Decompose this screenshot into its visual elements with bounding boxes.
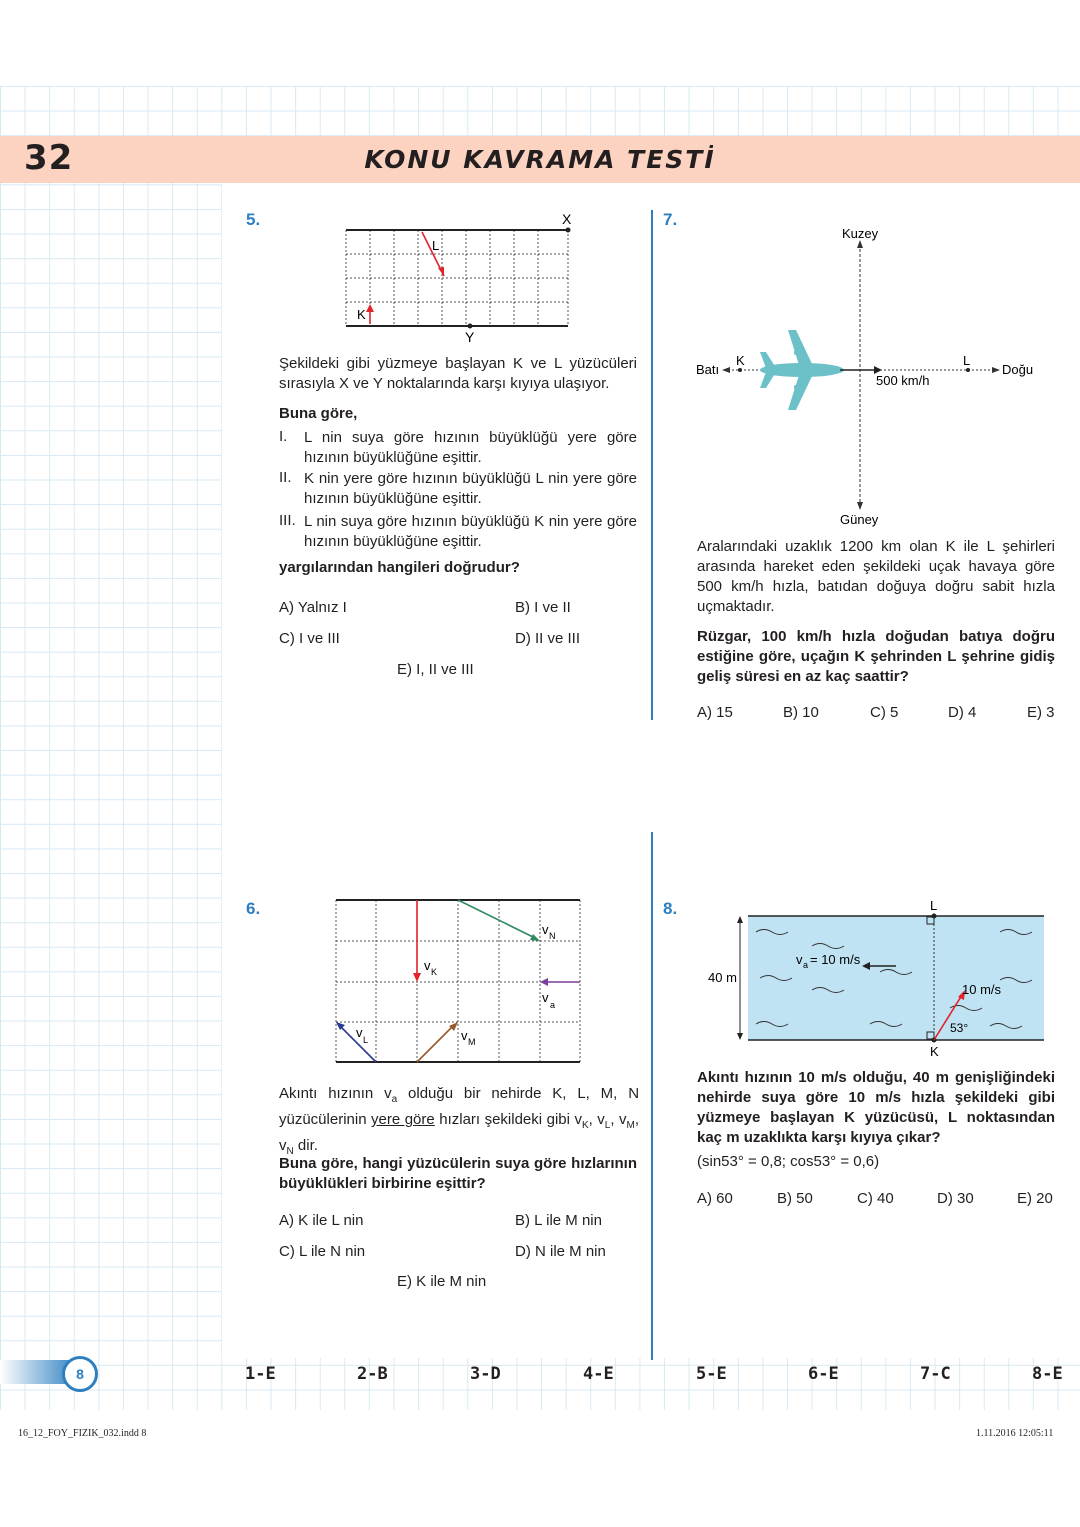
- q7-question: Rüzgar, 100 km/h hızla doğudan batıya doğru estiğine göre, uçağın K şehrinden L şehrine gidiş geliş süresi en az kaç saattir?: [697, 628, 1055, 685]
- q5-option-b[interactable]: B) I ve II: [515, 599, 571, 616]
- q5-item-3-num: III.: [279, 512, 296, 529]
- bottom-margin: [0, 1410, 1080, 1527]
- q5-item-1-num: I.: [279, 428, 288, 445]
- svg-text:a: a: [803, 960, 809, 970]
- q8-label-speed: 10 m/s: [962, 982, 1002, 997]
- q7-label-west: Batı: [696, 362, 720, 377]
- svg-text:L: L: [363, 1035, 369, 1045]
- q6-vector-n: [458, 900, 535, 938]
- top-margin: [0, 0, 1080, 86]
- page-badge: 8: [62, 1356, 98, 1392]
- column-divider-top: [651, 210, 653, 720]
- q5-item-3: L nin suya göre hızının büyüklüğü K nin yere göre hızının büyüklüğüne eşittir.: [304, 513, 637, 550]
- svg-text:= 10 m/s: = 10 m/s: [810, 952, 861, 967]
- answer-2: 2-B: [357, 1364, 388, 1384]
- q8-option-d[interactable]: D) 30: [937, 1190, 974, 1207]
- q6-question: Buna göre, hangi yüzücülerin suya göre hızlarının büyüklükleri birbirine eşittir?: [279, 1155, 637, 1192]
- q5-item-2: K nin yere göre hızının büyüklüğü L nin yere göre hızının büyüklüğüne eşittir.: [304, 470, 637, 507]
- q5-option-d[interactable]: D) II ve III: [515, 630, 581, 647]
- answer-5: 5-E: [696, 1364, 727, 1384]
- q7-stem: Aralarındaki uzaklık 1200 km olan K ile L şehirleri arasında hareket eden şekildeki uçak havaya göre 500 km/h hızla, batıdan doğuya doğru sabit hızla uçmaktadır.: [697, 538, 1055, 615]
- q7-option-a[interactable]: A) 15: [697, 704, 733, 721]
- q5-label-l: L: [432, 238, 440, 253]
- q5-label-y: Y: [465, 329, 475, 345]
- answer-7: 7-C: [920, 1364, 951, 1384]
- q5-option-e[interactable]: E) I, II ve III: [397, 661, 474, 678]
- q5-option-a[interactable]: A) Yalnız I: [279, 599, 347, 616]
- q6-stem-va: $v_a$: [384, 1085, 398, 1105]
- airplane-icon: [760, 330, 844, 410]
- q8-label-angle: 53°: [950, 1021, 969, 1035]
- q7-label-east: Doğu: [1002, 362, 1034, 377]
- page-header: [0, 136, 1080, 183]
- q6-option-d[interactable]: D) N ile M nin: [515, 1243, 606, 1260]
- q8-option-a[interactable]: A) 60: [697, 1190, 733, 1207]
- q8-river: [748, 916, 1044, 1040]
- q5-question: yargılarından hangileri doğrudur?: [279, 559, 520, 576]
- q6-number: 6.: [246, 899, 261, 918]
- q6-figure: [330, 894, 590, 1070]
- q5-label-k: K: [357, 307, 366, 322]
- answer-3: 3-D: [470, 1364, 501, 1384]
- q7-figure: [690, 222, 1050, 532]
- q7-option-b[interactable]: B) 10: [783, 704, 819, 721]
- q8-note: (sin53° = 0,8; cos53° = 0,6): [697, 1153, 880, 1170]
- file-name: 16_12_FOY_FIZIK_032.indd 8: [18, 1428, 147, 1439]
- q5-lead: Buna göre,: [279, 405, 358, 422]
- svg-text:v: v: [461, 1028, 468, 1043]
- page-title: KONU KAVRAMA TESTİ: [364, 145, 716, 174]
- svg-text:v: v: [424, 958, 431, 973]
- q8-label-l: L: [930, 898, 938, 913]
- q7-option-e[interactable]: E) 3: [1027, 704, 1055, 721]
- q8-label-va: v: [796, 952, 803, 967]
- q7-number: 7.: [663, 210, 678, 229]
- q5-item-2-num: II.: [279, 469, 292, 486]
- q7-label-k: K: [736, 353, 745, 368]
- q7-option-c[interactable]: C) 5: [870, 704, 899, 721]
- q8-figure: [700, 898, 1050, 1060]
- q7-option-d[interactable]: D) 4: [948, 704, 977, 721]
- answer-4: 4-E: [583, 1364, 614, 1384]
- q5-option-c[interactable]: C) I ve III: [279, 630, 340, 647]
- q8-label-width: 40 m: [708, 970, 737, 985]
- print-date: 1.11.2016 12:05:11: [976, 1428, 1054, 1439]
- column-divider-bottom: [651, 832, 653, 1360]
- q7-label-south: Güney: [840, 512, 879, 527]
- svg-text:K: K: [431, 967, 438, 977]
- q7-label-l: L: [963, 353, 971, 368]
- page-number: 32: [24, 138, 74, 178]
- q8-label-k: K: [930, 1044, 939, 1059]
- q5-stem: Şekildeki gibi yüzmeye başlayan K ve L yüzücüleri sırasıyla X ve Y noktalarında karşı kıyıya ulaşıyor.: [279, 355, 637, 392]
- q7-label-north: Kuzey: [842, 226, 879, 241]
- svg-text:v: v: [356, 1025, 363, 1040]
- q6-stem-underline: yere göre: [371, 1111, 435, 1128]
- q5-number: 5.: [246, 210, 261, 229]
- q7-city-l: [966, 368, 970, 372]
- svg-text:a: a: [550, 1000, 556, 1010]
- answer-1: 1-E: [245, 1364, 276, 1384]
- q8-question: Akıntı hızının 10 m/s olduğu, 40 m genişliğindeki nehirde suya göre 10 m/s hızla şekildeki gibi yüzmeye başlayan K yüzücüsü, L noktasından kaç m uzaklıkta karşı kıyıya çıkar?: [697, 1069, 1055, 1146]
- q7-city-k: [738, 368, 742, 372]
- q7-label-speed: 500 km/h: [876, 373, 930, 388]
- answer-8: 8-E: [1032, 1364, 1063, 1384]
- q6-stem: Akıntı hızının $v_a$ olduğu bir nehirde K, L, M, N yüzücülerinin yere göre hızları şekildeki gibi $v_K$, $v_L$, $v_M$, $v_N$ dir.: [279, 1085, 640, 1157]
- q5-vector-l-head: [438, 267, 444, 276]
- q8-option-c[interactable]: C) 40: [857, 1190, 894, 1207]
- q6-option-c[interactable]: C) L ile N nin: [279, 1243, 366, 1260]
- q5-figure: [340, 210, 580, 345]
- q5-grid: [346, 230, 568, 326]
- svg-text:N: N: [549, 931, 556, 941]
- q6-option-a[interactable]: A) K ile L nin: [279, 1212, 364, 1229]
- answer-6: 6-E: [808, 1364, 839, 1384]
- q6-vector-m: [417, 1026, 453, 1062]
- q8-option-b[interactable]: B) 50: [777, 1190, 813, 1207]
- q8-option-e[interactable]: E) 20: [1017, 1190, 1053, 1207]
- svg-text:v: v: [542, 990, 549, 1005]
- q5-point-y: [468, 324, 473, 329]
- q8-number: 8.: [663, 899, 678, 918]
- q5-point-x: [566, 228, 571, 233]
- q5-label-x: X: [562, 211, 572, 227]
- q6-option-e[interactable]: E) K ile M nin: [397, 1273, 487, 1290]
- q5-item-1: L nin suya göre hızının büyüklüğü yere göre hızının büyüklüğüne eşittir.: [304, 429, 637, 466]
- svg-text:M: M: [468, 1037, 476, 1047]
- q5-vector-k-head: [366, 304, 374, 312]
- q6-option-b[interactable]: B) L ile M nin: [515, 1212, 602, 1229]
- svg-text:v: v: [542, 922, 549, 937]
